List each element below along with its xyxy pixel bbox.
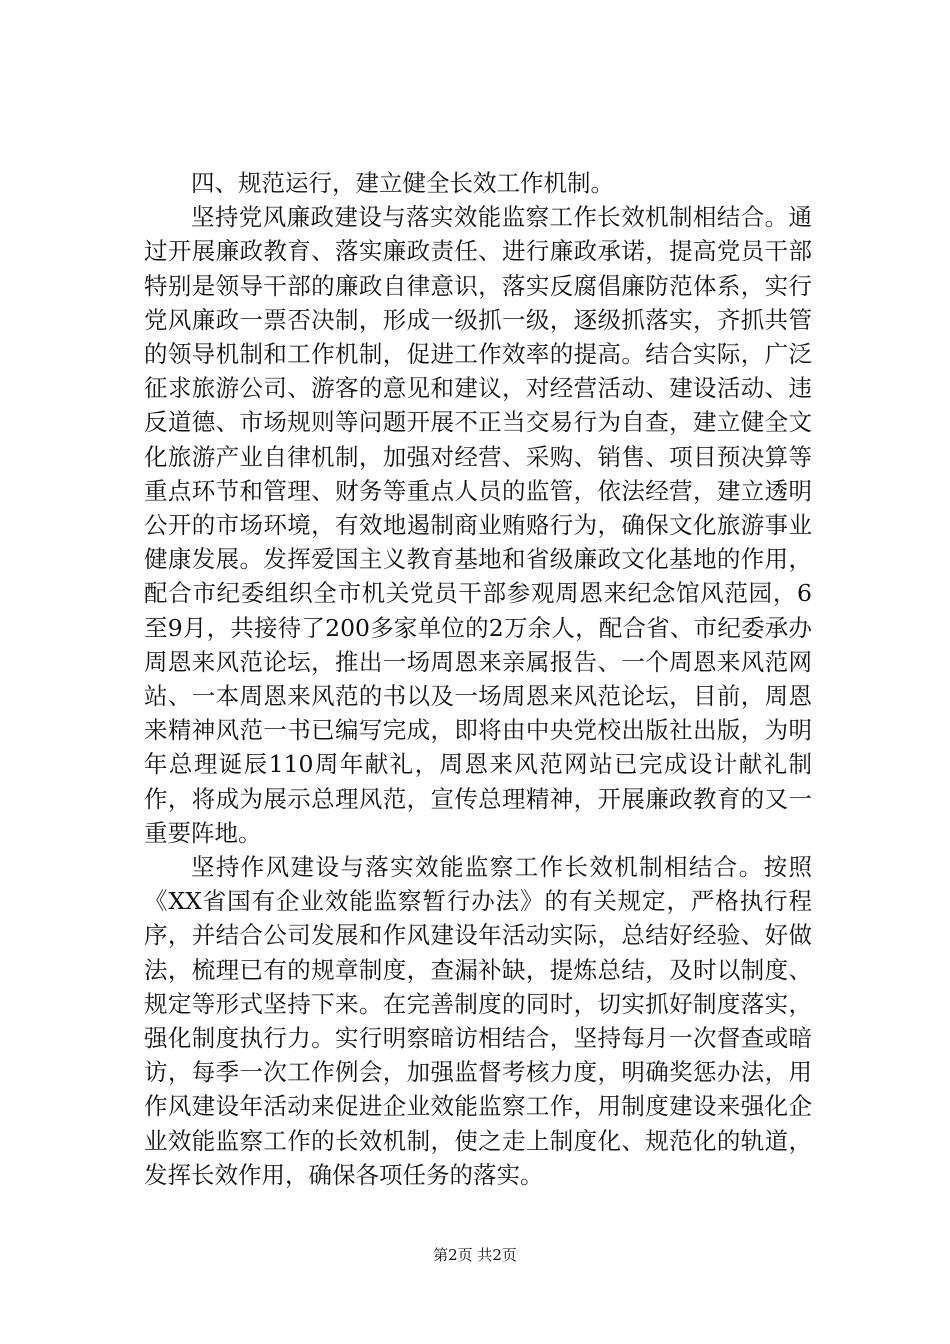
section-heading: 四、规范运行，建立健全长效工作机制。: [191, 169, 614, 197]
paragraph-party-conduct: 坚持党风廉政建设与落实效能监察工作长效机制相结合。通过开展廉政教育、落实廉政责任、进行廉政承诺，提高党员干部特别是领导干部的廉政自律意识，落实反腐倡廉防范体系，实行党风廉政一票否决制，形成一级抓一级，逐级抓落实，齐抓共管的领导机制和工作机制，促进工作效率的提高。结合实际，广泛征求旅游公司、游客的意见和建议，对经营活动、建设活动、违反道德、市场规则等问题开展不正当交易行为自查，建立健全文化旅游产业自律机制，加强对经营、采购、销售、项目预决算等重点环节和管理、财务等重点人员的监管，依法经营，建立透明公开的市场环境，有效地遏制商业贿赂行为，确保文化旅游事业健康发展。发挥爱国主义教育基地和省级廉政文化基地的作用，配合市纪委组织全市机关党员干部参观周恩来纪念馆风范园，6至9月，共接待了200多家单位的2万余人，配合省、市纪委承办周恩来风范论坛，推出一场周恩来亲属报告、一个周恩来风范网站、一本周恩来风范的书以及一场周恩来风范论坛，目前，周恩来精神风范一书已编写完成，即将由中央党校出版社出版，为明年总理诞辰110周年献礼，周恩来风范网站已完成设计献礼制作，将成为展示总理风范，宣传总理精神，开展廉政教育的又一重要阵地。: [144, 203, 812, 847]
page-number: 第2页 共2页: [433, 1246, 517, 1264]
document-body: [144, 166, 812, 1192]
paragraph-work-style: 坚持作风建设与落实效能监察工作长效机制相结合。按照《XX省国有企业效能监察暂行办法》的有关规定，严格执行程序，并结合公司发展和作风建设年活动实际，总结好经验、好做法，梳理已有的规章制度，查漏补缺，提炼总结，及时以制度、规定等形式坚持下来。在完善制度的同时，切实抓好制度落实，强化制度执行力。实行明察暗访相结合，坚持每月一次督查或暗访，每季一次工作例会，加强监督考核力度，明确奖惩办法，用作风建设年活动来促进企业效能监察工作，用制度建设来强化企业效能监察工作的长效机制，使之走上制度化、规范化的轨道，发挥长效作用，确保各项任务的落实。: [144, 853, 812, 1189]
page-footer: [0, 1245, 950, 1265]
